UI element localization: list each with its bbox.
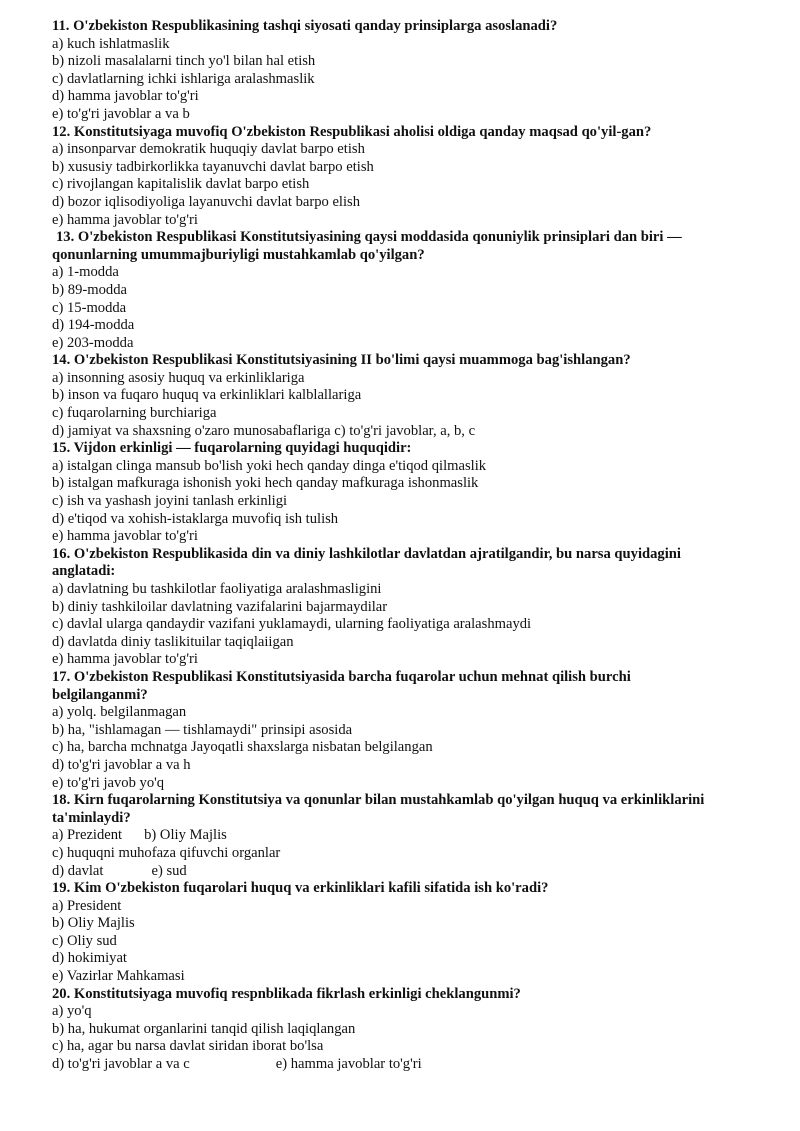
option-b: b) 89-modda [52, 281, 127, 298]
question-16 [52, 546, 760, 669]
option-c: c) ha, barcha mchnatga Jayoqatli shaxslarga nisbatan belgilangan [52, 739, 433, 756]
option-e: e) Vazirlar Mahkamasi [52, 968, 185, 985]
option-a: a) kuch ishlatmaslik [52, 35, 170, 52]
question-title: 14. O'zbekiston Respublikasi Konstitutsiyasining II bo'limi qaysi muammoga bag'ishlangan? [52, 352, 631, 369]
option-row-1 [52, 827, 760, 845]
option-d: d) to'g'ri javoblar a va h [52, 756, 191, 773]
option-e: e) to'g'ri javob yo'q [52, 774, 165, 791]
option-c: c) ha, agar bu narsa davlat siridan iborat bo'lsa [52, 1038, 324, 1055]
option-a: a) yolq. belgilanmagan [52, 704, 187, 721]
question-title: 19. Kim O'zbekiston fuqarolari huquq va erkinliklari kafili sifatida ish ko'radi? [52, 880, 549, 897]
question-19 [52, 880, 760, 986]
question-17 [52, 669, 760, 792]
question-title-line-2: belgilanganmi? [52, 686, 148, 703]
option-c: c) davlal ularga qandaydir vazifani yuklamaydi, ularning faoliyatiga aralashmaydi [52, 616, 532, 633]
option-e: e) sud [151, 862, 187, 879]
option-e: e) hamma javoblar to'g'ri [275, 1056, 422, 1073]
question-12 [52, 124, 760, 230]
option-b: b) Oliy Majlis [144, 827, 227, 844]
option-c: c) davlatlarning ichki ishlariga aralashmaslik [52, 70, 315, 87]
question-title-line-2: anglatadi: [52, 563, 116, 580]
option-d: d) jamiyat va shaxsning o'zaro munosabaflariga c) to'g'ri javoblar, a, b, c [52, 422, 476, 439]
option-a: a) insonparvar demokratik huquqiy davlat barpo etish [52, 141, 365, 158]
option-d: d) hamma javoblar to'g'ri [52, 88, 199, 105]
option-b: b) istalgan mafkuraga ishonish yoki hech qanday mafkuraga ishonmaslik [52, 475, 479, 492]
question-20 [52, 986, 760, 1074]
option-d: d) hokimiyat [52, 950, 127, 967]
question-14 [52, 352, 760, 440]
option-a: a) Prezident [52, 827, 123, 844]
option-c: c) Oliy sud [52, 932, 117, 949]
question-title-line-1: 17. O'zbekiston Respublikasi Konstitutsiyasida barcha fuqarolar uchun mehnat qilish burchi [52, 668, 631, 685]
option-d: d) 194-modda [52, 317, 135, 334]
question-18 [52, 792, 760, 880]
question-title: 11. O'zbekiston Respublikasining tashqi siyosati qanday prinsiplarga asoslanadi? [52, 18, 558, 34]
option-e: e) to'g'ri javoblar a va b [52, 105, 190, 122]
question-title-line-2: qonunlarning umummajburiyligi mustahkamlab qo'yilgan? [52, 246, 425, 263]
question-title: 12. Konstitutsiyaga muvofiq O'zbekiston Respublikasi aholisi oldiga qanday maqsad qo'yil-gan? [52, 123, 652, 140]
option-b: b) inson va fuqaro huquq va erkinliklari kalblallariga [52, 387, 362, 404]
option-row-last [52, 1056, 760, 1074]
option-c: c) 15-modda [52, 299, 127, 316]
option-a: a) 1-modda [52, 264, 119, 281]
option-a: a) insonning asosiy huquq va erkinliklariga [52, 369, 305, 386]
option-e: e) hamma javoblar to'g'ri [52, 528, 198, 545]
option-d: d) davlatda diniy taslikituilar taqiqlaiigan [52, 633, 294, 650]
question-11 [52, 18, 760, 124]
question-title: 15. Vijdon erkinligi — fuqarolarning quyidagi huquqidir: [52, 440, 412, 457]
option-e: e) 203-modda [52, 334, 134, 351]
option-a: a) President [52, 897, 122, 914]
option-b: b) nizoli masalalarni tinch yo'l bilan hal etish [52, 53, 316, 70]
question-13 [52, 229, 760, 352]
option-c: c) rivojlangan kapitalislik davlat barpo etish [52, 176, 310, 193]
option-b: b) Oliy Majlis [52, 915, 135, 932]
option-e: e) hamma javoblar to'g'ri [52, 211, 198, 228]
question-title-line-1: 13. O'zbekiston Respublikasi Konstitutsiyasining qaysi moddasida qonuniylik prinsiplari dan biri — [56, 229, 682, 246]
option-row-3 [52, 863, 760, 881]
option-a: a) davlatning bu tashkilotlar faoliyatiga aralashmasligini [52, 581, 382, 597]
option-c: c) fuqarolarning burchiariga [52, 405, 217, 422]
option-b: b) diniy tashkiloilar davlatning vazifalarini bajarmaydilar [52, 598, 388, 615]
option-a: a) istalgan clinga mansub bo'lish yoki hech qanday dinga e'tiqod qilmaslik [52, 457, 487, 474]
option-e: e) hamma javoblar to'g'ri [52, 651, 198, 668]
question-title-line-1: 16. O'zbekiston Respublikasida din va diniy lashkilotlar davlatdan ajratilgandir, bu narsa quyidagini [52, 545, 681, 562]
question-title: 20. Konstitutsiyaga muvofiq respnblikada fikrlash erkinligi cheklangunmi? [52, 985, 521, 1002]
question-title-line-1: 18. Kirn fuqarolarning Konstitutsiya va qonunlar bilan mustahkamlab qo'yilgan huquq va erkinliklarini [52, 792, 705, 809]
question-title-line-2: ta'minlaydi? [52, 809, 131, 826]
option-b: b) xususiy tadbirkorlikka tayanuvchi davlat barpo etish [52, 158, 374, 175]
option-a: a) yo'q [52, 1003, 92, 1020]
option-c: c) huquqni muhofaza qifuvchi organlar [52, 844, 281, 861]
option-b: b) ha, "ishlamagan — tishlamaydi" prinsipi asosida [52, 721, 353, 738]
question-15 [52, 440, 760, 546]
option-b: b) ha, hukumat organlarini tanqid qilish laqiqlangan [52, 1020, 356, 1037]
option-c: c) ish va yashash joyini tanlash erkinligi [52, 493, 288, 510]
option-d: d) davlat [52, 862, 104, 879]
option-d: d) bozor iqlisodiyoliga layanuvchi davlat barpo elish [52, 193, 361, 210]
option-d: d) e'tiqod va xohish-istaklarga muvofiq ish tulish [52, 510, 339, 527]
option-d: d) to'g'ri javoblar a va c [52, 1056, 190, 1073]
